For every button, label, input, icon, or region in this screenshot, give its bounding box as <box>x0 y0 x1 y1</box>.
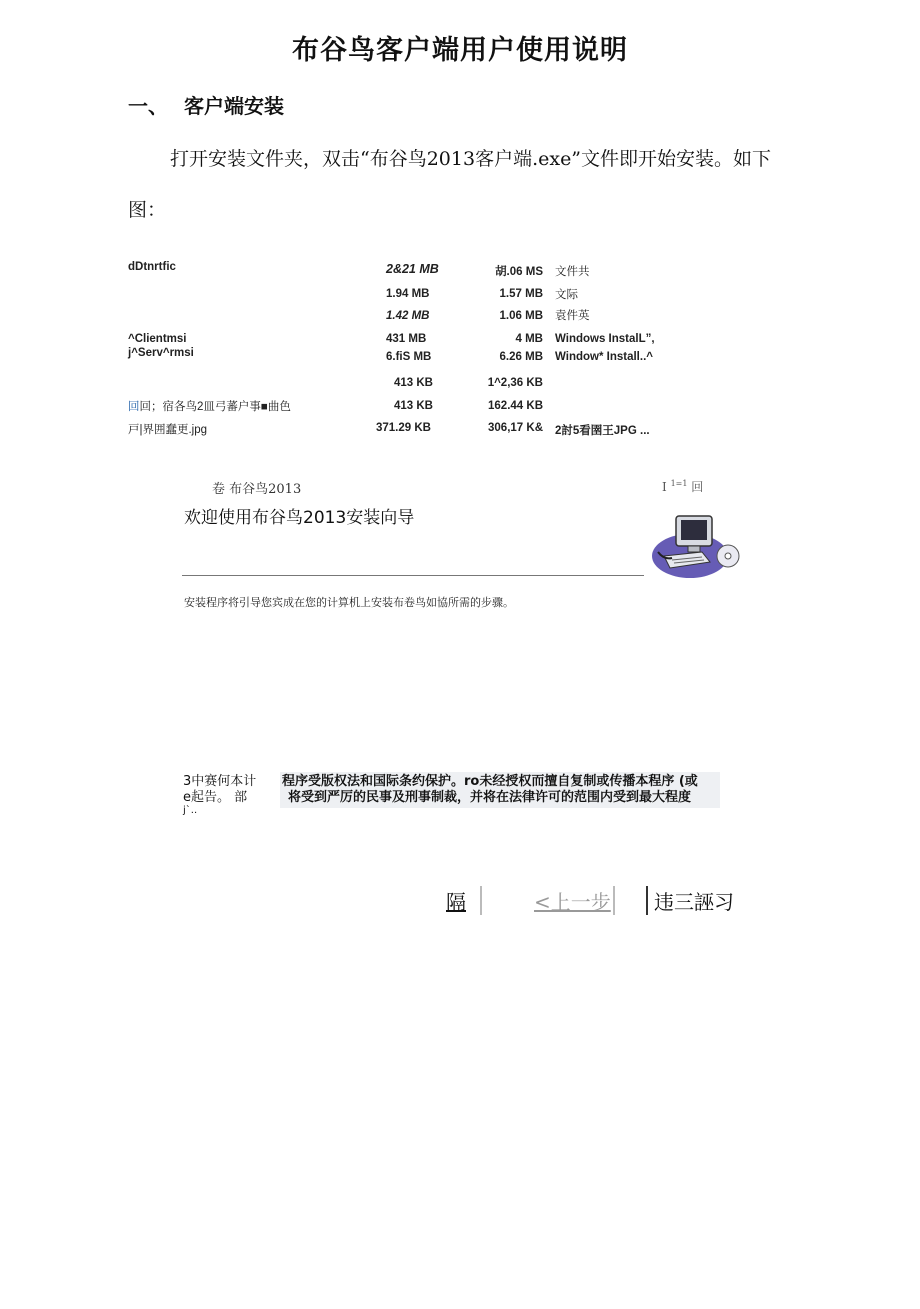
file-compressed: 306,17 K& <box>488 422 543 434</box>
file-icon: 回 <box>128 401 140 413</box>
section-number: 一、 <box>128 94 168 118</box>
paragraph-text: 打开安装文件夹，双击“布谷鸟2013客户端.exe”文件即开始安装。如下图： <box>128 148 772 221</box>
file-size: 1.42 MB <box>386 310 430 322</box>
window-controls[interactable] <box>662 478 703 495</box>
file-size: 371.29 KB <box>376 422 431 434</box>
file-name <box>128 421 207 437</box>
file-size: 6.fiS MB <box>386 351 432 363</box>
back-button[interactable] <box>480 886 615 915</box>
minimize-icon[interactable]: I <box>662 480 667 494</box>
page-title: 布谷鸟客户端用户使用说明 <box>292 35 628 66</box>
cancel-button[interactable]: 隔 <box>446 890 466 914</box>
file-size: 431 MB <box>386 333 427 345</box>
back-button-label: <上一步 <box>534 890 611 914</box>
file-type: 袁件英 <box>555 310 590 322</box>
file-name: dDtnrtfic <box>128 261 176 273</box>
computer-cd-icon <box>650 508 750 580</box>
copyright-line: 程序受版权法和国际条约保护。ro未经授权而擅自复制或传播本程序 (或 <box>282 774 698 789</box>
file-compressed: 6.26 MB <box>499 351 543 363</box>
file-name: ^Clientmsi <box>128 333 187 345</box>
file-compressed: 4 MB <box>515 333 543 345</box>
file-name: j^Serv^rmsi <box>128 347 194 359</box>
file-compressed: 1.57 MB <box>499 288 543 300</box>
file-name <box>128 398 291 414</box>
copyright-line: j`.. <box>183 805 198 816</box>
installer-welcome-heading: 欢迎使用布谷鸟2013安装向导 <box>184 508 415 528</box>
file-compressed: 胡.06 MS <box>495 266 543 278</box>
copyright-notice-right <box>282 774 722 806</box>
file-type: 文际 <box>555 289 578 301</box>
copyright-line: 将受到严厉的民事及刑事制裁，并将在法律许可的范围内受到最大程度 <box>288 790 692 805</box>
file-type: 2討5看圉王JPG ... <box>555 425 650 437</box>
divider <box>182 575 644 576</box>
close-icon[interactable]: 回 <box>691 480 704 494</box>
file-type: Windows InstalL”, <box>555 333 655 345</box>
file-type: Window* Install..^ <box>555 351 653 363</box>
section-title: 客户端安装 <box>184 94 284 118</box>
copyright-line: e起告。 部 <box>183 790 248 805</box>
copyright-notice-left <box>183 774 256 816</box>
next-button[interactable]: 违三誣习 <box>646 886 734 915</box>
paragraph <box>128 134 788 236</box>
maximize-icon[interactable]: 1=1 <box>670 479 688 488</box>
file-compressed: 1.06 MB <box>499 310 543 322</box>
file-compressed: 162.44 KB <box>488 400 543 412</box>
copyright-line: 3中赛何本计 <box>183 774 257 789</box>
file-size: 413 KB <box>394 377 433 389</box>
file-compressed: 1^2,36 KB <box>487 377 543 389</box>
file-size: 413 KB <box>394 400 433 412</box>
file-name-text: 戸|界囲蠢更.jpg <box>128 424 208 436</box>
installer-description: 安装程序将引导您宾成在您的计算机上安装布卷鸟如協所需的步骤。 <box>184 596 514 609</box>
file-type: 文件共 <box>555 266 590 278</box>
file-size: 1.94 MB <box>386 288 430 300</box>
section-heading <box>128 90 284 119</box>
file-name-text: 回；宿各鸟2皿弓蕃户事■曲色 <box>139 401 291 413</box>
installer-window-title: 卷 布谷鸟2013 <box>212 482 302 497</box>
file-size: 2&21 MB <box>386 262 439 276</box>
